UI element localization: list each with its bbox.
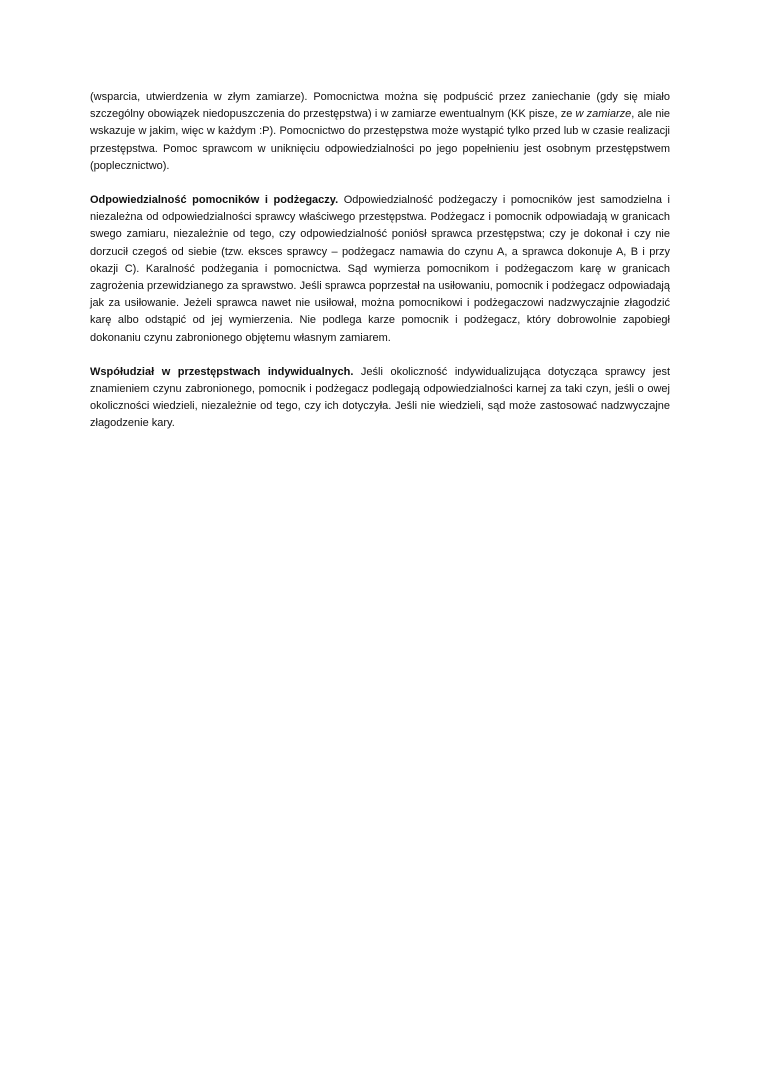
paragraph-pomocnictwo xyxy=(90,89,670,175)
document-body xyxy=(90,89,670,450)
paragraph-1-italic-phrase: w zamiarze xyxy=(575,108,632,121)
paragraph-3-heading: Współudział w przestępstwach indywidualnych. xyxy=(90,365,354,378)
paragraph-2-text: Odpowiedzialność podżegaczy i pomocników jest samodzielna i niezależna od odpowiedzialności sprawcy właściwego przestępstwa. Podżegacz i pomocnik odpowiadają w granicach swego zamiaru, niezależnie od tego, czy odpowiedzialność poniósł sprawca przestępstwa; czy je dokonał i czy nie dorzucił czegoś od siebie (tzw. eksces sprawcy – podżegacz namawia do czynu A, a sprawca dokonuje A, B i przy okazji C). Karalność podżegania i pomocnictwa. Sąd wymierza pomocnikom i podżegaczom karę w granicach zagrożenia przewidzianego za sprawstwo. Jeśli sprawca poprzestał na usiłowaniu, pomocnik i podżegacz odpowiadają jak za usiłowanie. Jeżeli sprawca nawet nie usiłował, można pomocnikowi i podżegaczowi nadzwyczajnie złagodzić karę albo odstąpić od jej wymierzenia. Nie podlega karze pomocnik i podżegacz, który dobrowolnie zapobiegł dokonaniu czynu zabronionego objętemu własnym zamiarem. xyxy=(90,194,670,344)
paragraph-1-text-b: , ale nie wskazuje w jakim, więc w każdym :P). Pomocnictwo do przestępstwa może wystąpić tylko przed lub w czasie realizacji przestępstwa. Pomoc sprawcom w uniknięciu odpowiedzialności po jego popełnieniu jest osobnym przestępstwem (poplecznictwo). xyxy=(90,108,671,172)
paragraph-wspoludzial xyxy=(90,364,670,433)
paragraph-odpowiedzialnosc xyxy=(90,192,670,347)
paragraph-2-heading: Odpowiedzialność pomocników i podżegaczy. xyxy=(90,194,339,207)
paragraph-3-text: Jeśli okoliczność indywidualizująca dotycząca sprawcy jest znamieniem czynu zabronionego, pomocnik i podżegacz podlegają odpowiedzialności karnej za taki czyn, jeśli o owej okoliczności wiedzieli, niezależnie od tego, czy ich dotyczyła. Jeśli nie wiedzieli, sąd może zastosować nadzwyczajne złagodzenie kary. xyxy=(90,365,670,430)
paragraph-1-text-a: (wsparcia, utwierdzenia w złym zamiarze). Pomocnictwa można się podpuścić przez zaniechanie (gdy się miało szczególny obowiązek niedopuszczenia do przestępstwa) i w zamiarze ewentualnym (KK pisze, ze xyxy=(90,91,670,121)
